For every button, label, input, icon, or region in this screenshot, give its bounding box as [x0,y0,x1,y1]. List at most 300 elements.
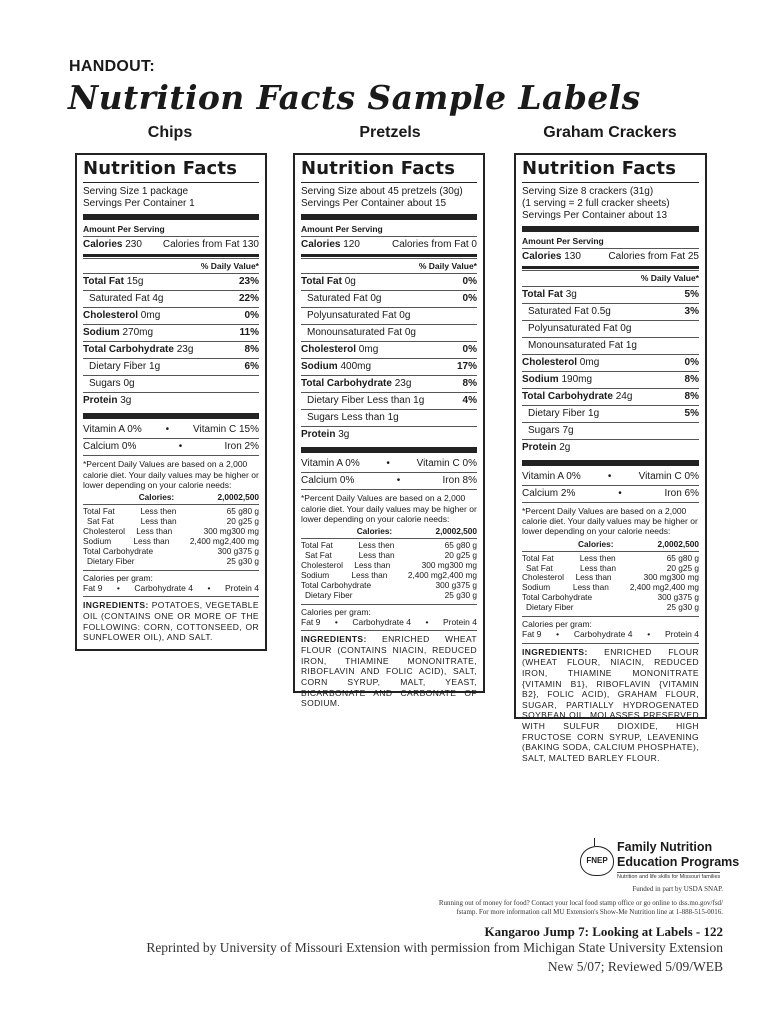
daily-value-footnote: *Percent Daily Values are based on a 2,000 calorie diet. Your daily values may be higher or lower depending on your calorie needs: [83,455,259,490]
nutrient-name: Protein [301,429,336,441]
logo-name-line1: Family Nutrition [617,840,713,854]
nutrient-percent: 22% [238,293,259,305]
serving-info [522,186,699,223]
nutrient-label [307,412,399,424]
nutrient-amount: 3g [338,429,350,441]
dv-table-header [301,527,477,539]
nutrient-row [522,439,699,456]
dv-qualifier: Less then [579,552,616,563]
nutrient-name: Protein [522,441,557,453]
food-stamp-line1: Running out of money for food? Contact your local food stamp office or go online to dss.mo.gov/fsd/ [438,899,723,907]
vitamin-right: Vitamin C 15% [193,424,259,436]
dv-2500: 2,400 mg [224,536,259,547]
nutrition-label-graham [514,153,707,763]
nutrient-amount: 190mg [561,373,593,385]
nutrient-name: Sodium [301,361,338,373]
nutrient-label [89,293,164,305]
cpg-carb: Carbohydrate 4 [573,629,633,640]
dv-table-row [522,603,699,613]
nutrient-row [301,426,477,443]
nutrient-name: Cholesterol [522,356,578,368]
column-title-pretzels: Pretzels [359,124,421,141]
dv-qualifier: Less than [133,536,170,547]
dv-col-calories: Calories: [578,538,614,549]
serving-line: (1 serving = 2 full cracker sheets) [522,197,670,209]
ingredients-label: INGREDIENTS: [522,646,588,657]
bullet: • [618,487,622,499]
nutrient-row [301,324,477,341]
nutrient-row [83,341,259,358]
nutrition-facts-heading: Nutrition Facts [83,158,259,183]
dv-col-blank [522,540,578,550]
dv-2500: 30 g [242,556,259,567]
dv-nutrient: Dietary Fiber [526,602,574,613]
nutrient-label [528,323,631,335]
dv-2500: 2,400 mg [664,582,699,593]
dv-table-header [83,493,259,505]
thick-divider [522,226,699,232]
bullet: • [425,617,429,628]
nutrient-percent: 0% [462,293,477,305]
nutrient-name: Saturated Fat [89,293,150,305]
nutrient-row [301,358,477,375]
vitamin-right: Vitamin C 0% [638,470,699,482]
nutrient-row [522,337,699,354]
nutrient-name: Dietary Fiber [89,361,147,373]
nutrient-row [301,341,477,358]
nutrient-amount: 0g [344,276,356,288]
dv-qualifier: Less then [140,506,177,517]
nutrient-percent: 11% [239,327,259,339]
daily-value-table [301,527,477,601]
dv-2500: 80 g [682,552,699,563]
nutrient-row [522,320,699,337]
vitamin-right: Iron 8% [442,475,477,487]
ingredients-label: INGREDIENTS: [83,600,149,611]
cpg-carb: Carbohydrate 4 [134,583,193,594]
nutrient-row [301,375,477,392]
nutrient-percent: 23% [238,276,259,288]
dv-col-2000: 2,000 [217,492,239,503]
nutrient-row [301,392,477,409]
serving-info [83,186,259,210]
nutrient-amount: 3g [120,395,132,407]
nutrient-amount: 0g [399,310,411,322]
vitamin-row [83,438,259,455]
vitamin-left: Calcium 0% [83,441,137,453]
serving-line: Servings Per Container about 13 [522,209,668,221]
calories-per-gram [83,570,259,593]
vitamin-right: Vitamin C 0% [416,458,477,470]
dv-qualifier [149,547,205,557]
nutrient-name: Sugars [528,424,560,436]
nutrient-label [522,442,570,454]
dv-qualifier: Less than [354,560,391,571]
cpg-fat: Fat 9 [83,583,103,594]
nutrient-amount: 1g [149,361,161,373]
dv-nutrient: Sat Fat [526,562,553,573]
dv-col-2500: 2,500 [456,526,478,537]
nutrient-row [522,354,699,371]
dv-nutrient: Dietary Fiber [87,556,135,567]
fnep-badge: FNEP [580,846,614,876]
vitamin-left: Vitamin A 0% [522,470,581,482]
nutrient-amount: 23g [394,378,412,390]
ingredients-text: POTATOES, VEGETABLE OIL (CONTAINS ONE OR MORE OF THE FOLLOWING: CORN, COTTONSEED, OR SUNFLOWER OIL), AND SALT. [83,600,259,643]
nutrient-amount: 0.5g [591,305,611,317]
vitamin-right: Iron 2% [224,441,259,453]
ingredients-text: ENRICHED WHEAT FLOUR (CONTAINS NIACIN, REDUCED IRON, THIAMINE MONONITRATE, RIBOFLAVIN AND FOLIC ACID), SALT, CORN SYRUP, MALT, YEAST, BICARBONATE AND CARBONATE OF SODIUM. [301,634,478,709]
dv-qualifier: Less than [358,550,395,561]
dv-2000: 65 g [444,540,461,551]
calories-per-gram [301,604,477,627]
daily-value-heading: % Daily Value* [301,258,477,273]
nutrient-row [522,371,699,388]
cpg-fat: Fat 9 [522,629,542,640]
daily-value-heading: % Daily Value* [83,258,259,273]
dv-qualifier [588,593,645,603]
nutrient-amount: 400mg [340,361,372,373]
vitamin-row [522,485,699,502]
nutrient-label [83,344,193,356]
nutrient-percent: 6% [244,361,259,373]
nutrient-name: Sodium [83,327,120,339]
dv-2500: 375 g [238,546,259,557]
dv-qualifier [367,581,423,591]
nutrient-label [307,327,416,339]
cpg-label: Calories per gram: [522,619,592,630]
dv-2500: 80 g [460,540,477,551]
cpg-values [83,583,259,593]
ingredients [301,630,477,708]
bullet: • [207,583,211,594]
vitamin-left: Vitamin A 0% [83,424,142,436]
nutrient-percent: 8% [684,390,699,402]
bullet: • [607,470,612,482]
dv-2000: 20 g [666,562,683,573]
vitamin-left: Calcium 0% [301,475,355,487]
nutrient-percent: 3% [684,305,699,317]
vitamin-left: Vitamin A 0% [301,458,360,470]
vitamin-row [301,472,477,489]
nutrient-amount: Less than 1g [341,412,399,424]
nutrient-amount: 1g [588,407,600,419]
nutrient-amount: 24g [615,390,633,402]
nutrient-amount: 1g [625,339,637,351]
thick-divider [83,413,259,419]
dv-nutrient: Sodium [522,582,551,593]
nutrient-row [522,422,699,439]
dv-2500: 2,400 mg [442,570,477,581]
nutrient-name: Sodium [522,373,559,385]
nutrient-name: Sugars [307,412,339,424]
food-stamp-note [439,899,723,918]
calories-per-gram [522,616,699,639]
nutrient-amount: 23g [176,344,194,356]
nutrient-amount: 0g [370,293,382,305]
dv-nutrient: Cholesterol [522,572,564,583]
cpg-values [301,617,477,627]
dv-nutrient: Total Carbohydrate [301,580,372,591]
nutrient-name: Cholesterol [301,344,357,356]
cpg-fat: Fat 9 [301,617,321,628]
dv-2500: 375 g [456,580,477,591]
calories-row [83,237,259,253]
daily-value-heading: % Daily Value* [522,270,699,285]
nutrient-percent: 0% [244,310,259,322]
dv-col-calories: Calories: [138,492,175,503]
nutrient-label [307,395,424,407]
nutrient-name: Polyunsaturated Fat [528,322,618,334]
bullet: • [647,629,651,640]
bullet: • [178,441,183,453]
serving-line: Servings Per Container about 15 [301,197,447,209]
amount-per-serving: Amount Per Serving [83,223,259,237]
dv-2000: 300 g [435,580,457,591]
dv-2500: 30 g [460,590,477,601]
dv-qualifier: Less than [351,570,388,581]
nutrient-name: Total Fat [301,276,342,288]
ingredients [522,643,699,764]
nutrient-name: Dietary Fiber [307,395,365,407]
nutrient-row [301,307,477,324]
nutrient-percent: 5% [684,288,699,300]
daily-value-footnote: *Percent Daily Values are based on a 2,000 calorie diet. Your daily values may be higher or lower depending on your calorie needs: [522,502,699,537]
nutrient-row [301,290,477,307]
nutrient-name: Monounsaturated Fat [307,327,403,339]
nutrient-label [522,391,632,403]
calories-row [301,237,477,253]
dv-nutrient: Dietary Fiber [305,590,353,601]
medium-divider [522,266,699,269]
nutrient-name: Total Carbohydrate [522,390,613,402]
bullet: • [556,629,560,640]
nutrient-amount: 0g [620,322,632,334]
nutrient-amount: 270mg [122,327,154,339]
dv-qualifier [359,591,423,601]
nutrient-name: Saturated Fat [307,293,368,305]
calories-number: 130 [564,251,581,263]
nutrient-row [301,409,477,426]
nutrient-row [83,290,259,307]
nutrient-amount: 0g [404,327,416,339]
nutrient-label [528,408,599,420]
nutrient-label [83,395,131,407]
nutrient-name: Monounsaturated Fat [528,339,624,351]
nutrient-row [83,375,259,392]
dv-2000: 2,400 mg [629,582,665,593]
serving-line: Serving Size about 45 pretzels (30g) [301,185,463,197]
nutrient-label [89,378,135,390]
column-title-chips: Chips [147,124,193,141]
nutrient-row [522,303,699,320]
nutrient-label [307,310,410,322]
thick-divider [301,447,477,453]
dv-2500: 25 g [460,550,477,561]
nutrient-name: Total Fat [522,288,563,300]
calories-value [83,239,142,251]
serving-line: Serving Size 1 package [83,185,189,197]
calories-row [522,249,699,265]
nutrient-label [83,276,143,288]
dv-qualifier: Less than [575,572,612,583]
nutrition-facts-heading: Nutrition Facts [301,158,477,183]
dv-2000: 25 g [226,556,243,567]
dv-2000: 300 mg [421,560,450,571]
medium-divider [83,254,259,257]
nutrient-amount: Less than 1g [367,395,425,407]
dv-qualifier: Less than [580,562,617,573]
dv-qualifier: Less than [140,516,177,527]
nutrient-name: Sugars [89,378,121,390]
bullet: • [165,424,170,436]
dv-qualifier: Less than [136,526,173,537]
dv-2000: 300 mg [643,572,672,583]
nutrient-label [83,310,160,322]
bullet: • [116,583,120,594]
nutrient-label [528,306,611,318]
nutrient-amount: 0mg [579,356,600,368]
dv-qualifier: Less than [572,582,609,593]
dv-col-2500: 2,500 [678,538,699,549]
dv-2000: 300 mg [203,526,232,537]
nutrient-percent: 8% [684,373,699,385]
bullet: • [396,475,401,487]
cpg-protein: Protein 4 [442,617,477,628]
nutrient-label [83,327,153,339]
dv-nutrient: Total Carbohydrate [522,592,593,603]
serving-line: Servings Per Container 1 [83,197,195,209]
calories-value [301,239,360,251]
nutrient-amount: 4g [152,293,164,305]
nutrient-row [83,273,259,290]
dv-qualifier [141,557,205,567]
nutrient-row [522,388,699,405]
dv-2500: 300 mg [449,560,477,571]
nutrient-row [83,324,259,341]
review-date: New 5/07; Reviewed 5/09/WEB [547,959,723,974]
daily-value-table [522,540,699,614]
nutrient-label [301,429,349,441]
cpg-label: Calories per gram: [301,607,371,618]
dv-2000: 65 g [226,506,243,517]
nutrient-row [522,286,699,303]
nutrient-percent: 5% [684,407,699,419]
dv-2500: 30 g [682,602,700,613]
nutrient-percent: 0% [462,276,477,288]
handout-label: HANDOUT: [69,58,155,75]
page-title: Nutrition Facts Sample Labels [68,78,641,117]
nutrient-label [301,378,411,390]
dv-qualifier [580,603,644,613]
nutrient-label [301,344,378,356]
nutrient-label [89,361,160,373]
nutrient-percent: 17% [456,361,477,373]
cpg-label: Calories per gram: [83,573,153,584]
dv-col-2000: 2,000 [657,538,679,549]
dv-2000: 20 g [444,550,461,561]
calories-label: Calories [83,239,123,251]
calories-from-fat: Calories from Fat 25 [608,251,699,263]
nutrient-name: Total Carbohydrate [301,378,392,390]
logo-name [617,840,739,870]
vitamin-row [522,469,699,485]
nutrition-label-pretzels [293,153,485,709]
dv-col-2500: 2,500 [238,492,260,503]
dv-nutrient: Total Carbohydrate [83,546,154,557]
nutrient-percent: 8% [244,344,259,356]
thick-divider [301,214,477,220]
nutrient-name: Protein [83,395,118,407]
logo-name-line2: Education Programs [617,855,740,869]
nutrient-amount: 3g [565,288,577,300]
nutrient-label [528,425,574,437]
nutrient-label [307,293,382,305]
dv-2000: 20 g [226,516,243,527]
dv-col-2000: 2,000 [435,526,457,537]
nutrient-amount: 15g [126,276,144,288]
nutrient-amount: 0g [123,378,135,390]
bullet: • [386,458,390,470]
nutrient-percent: 8% [462,378,477,390]
dv-nutrient: Sodium [83,536,112,547]
nutrient-label [522,374,592,386]
calories-value [522,251,581,263]
dv-col-blank [83,493,139,503]
nutrient-row [83,392,259,409]
nutrient-label [522,357,599,369]
thick-divider [83,214,259,220]
dv-table-row [301,591,477,601]
calories-label: Calories [301,239,341,251]
food-stamp-line2: fstamp. For more information call MU Extension's Show-Me Nutrition line at 1-888-515-0016. [456,908,723,917]
calories-number: 120 [343,239,360,251]
dv-nutrient: Total Fat [522,552,554,563]
nutrient-row [301,273,477,290]
dv-2000: 300 g [657,592,679,603]
nutrient-name: Cholesterol [83,310,139,322]
vitamin-row [301,456,477,472]
ingredients-label: INGREDIENTS: [301,634,367,645]
thick-divider [522,460,699,466]
dv-2500: 300 mg [671,572,699,583]
nutrient-name: Total Carbohydrate [83,344,174,356]
dv-2000: 300 g [217,546,239,557]
amount-per-serving: Amount Per Serving [522,235,699,249]
nutrient-amount: 0mg [358,344,379,356]
nutrient-name: Saturated Fat [528,305,589,317]
daily-value-table [83,493,259,567]
nutrient-label [528,340,637,352]
dv-nutrient: Sodium [301,570,330,581]
vitamin-left: Calcium 2% [522,487,576,499]
ingredients [83,596,259,643]
dv-nutrient: Cholesterol [301,560,343,571]
serving-line: Serving Size 8 crackers (31g) [522,185,654,197]
column-title-graham: Graham Crackers [543,124,677,141]
nutrient-name: Dietary Fiber [528,407,586,419]
dv-2000: 25 g [666,602,683,613]
cpg-values [522,629,699,639]
daily-value-footnote: *Percent Daily Values are based on a 2,000 calorie diet. Your daily values may be higher or lower depending on your calorie needs: [301,489,477,524]
nutrient-label [301,276,356,288]
bullet: • [334,617,338,628]
logo-tagline: Nutrition and life skills for Missouri families [617,874,721,880]
cpg-protein: Protein 4 [224,583,259,594]
amount-per-serving: Amount Per Serving [301,223,477,237]
nutrient-name: Total Fat [83,276,124,288]
dv-2000: 25 g [444,590,461,601]
